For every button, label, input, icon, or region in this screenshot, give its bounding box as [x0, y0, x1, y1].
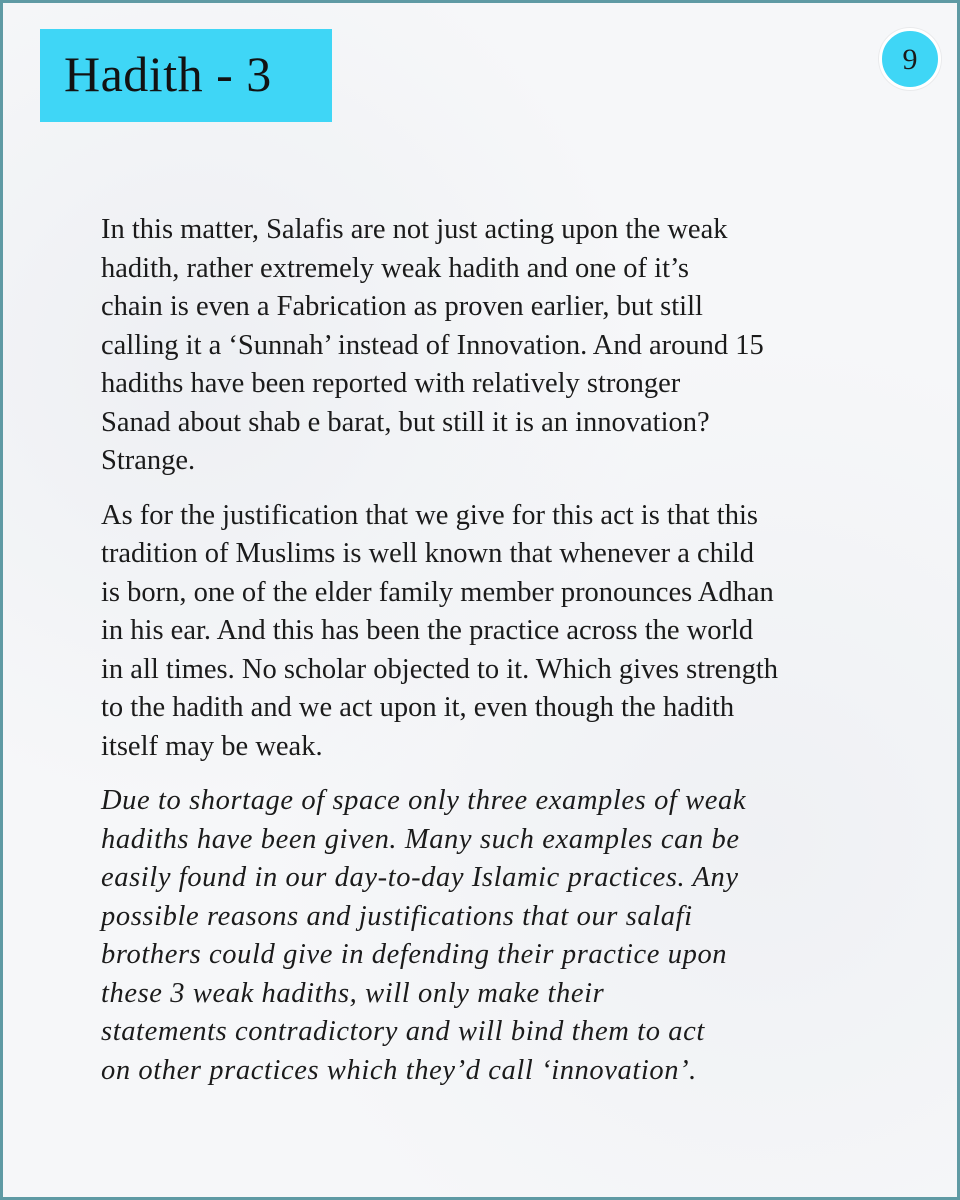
paragraph-2	[101, 497, 921, 767]
text-line: on other practices which they’d call ‘innovation’.	[101, 1054, 697, 1086]
text-line: In this matter, Salafis are not just acting upon the weak	[101, 214, 728, 245]
page-number-badge	[879, 28, 941, 90]
text-line: Due to shortage of space only three examples of weak	[101, 785, 747, 816]
text-line: Strange.	[101, 445, 196, 476]
text-line: As for the justification that we give for this act is that this	[101, 499, 758, 531]
paragraph-1	[101, 211, 921, 481]
text-line: is born, one of the elder family member pronounces Adhan	[101, 576, 774, 608]
text-line: these 3 weak hadiths, will only make their	[101, 977, 605, 1009]
text-line: hadith, rather extremely weak hadith and one of it’s	[101, 252, 690, 284]
title-banner	[40, 29, 332, 122]
page-number: 9	[902, 43, 918, 76]
text-line: in his ear. And this has been the practice across the world	[101, 615, 754, 646]
paragraph-3-italic-note	[101, 782, 921, 1090]
text-line: easily found in our day-to-day Islamic practices. Any	[101, 862, 739, 893]
document-body	[101, 211, 921, 1090]
text-line: to the hadith and we act upon it, even though the hadith	[101, 692, 735, 723]
text-line: itself may be weak.	[101, 730, 323, 762]
page-title: Hadith - 3	[64, 45, 272, 102]
text-line: hadiths have been given. Many such examples can be	[101, 823, 740, 855]
text-line: in all times. No scholar objected to it. Which gives strength	[101, 653, 779, 685]
text-line: statements contradictory and will bind them to act	[101, 1016, 705, 1047]
text-line: chain is even a Fabrication as proven earlier, but still	[101, 291, 703, 322]
text-line: hadiths have been reported with relatively stronger	[101, 368, 681, 399]
text-line: possible reasons and justifications that our salafi	[101, 900, 693, 932]
text-line: brothers could give in defending their practice upon	[101, 939, 728, 970]
text-line: Sanad about shab e barat, but still it is an innovation?	[101, 406, 710, 438]
text-line: tradition of Muslims is well known that whenever a child	[101, 538, 755, 569]
text-line: calling it a ‘Sunnah’ instead of Innovation. And around 15	[101, 329, 764, 361]
